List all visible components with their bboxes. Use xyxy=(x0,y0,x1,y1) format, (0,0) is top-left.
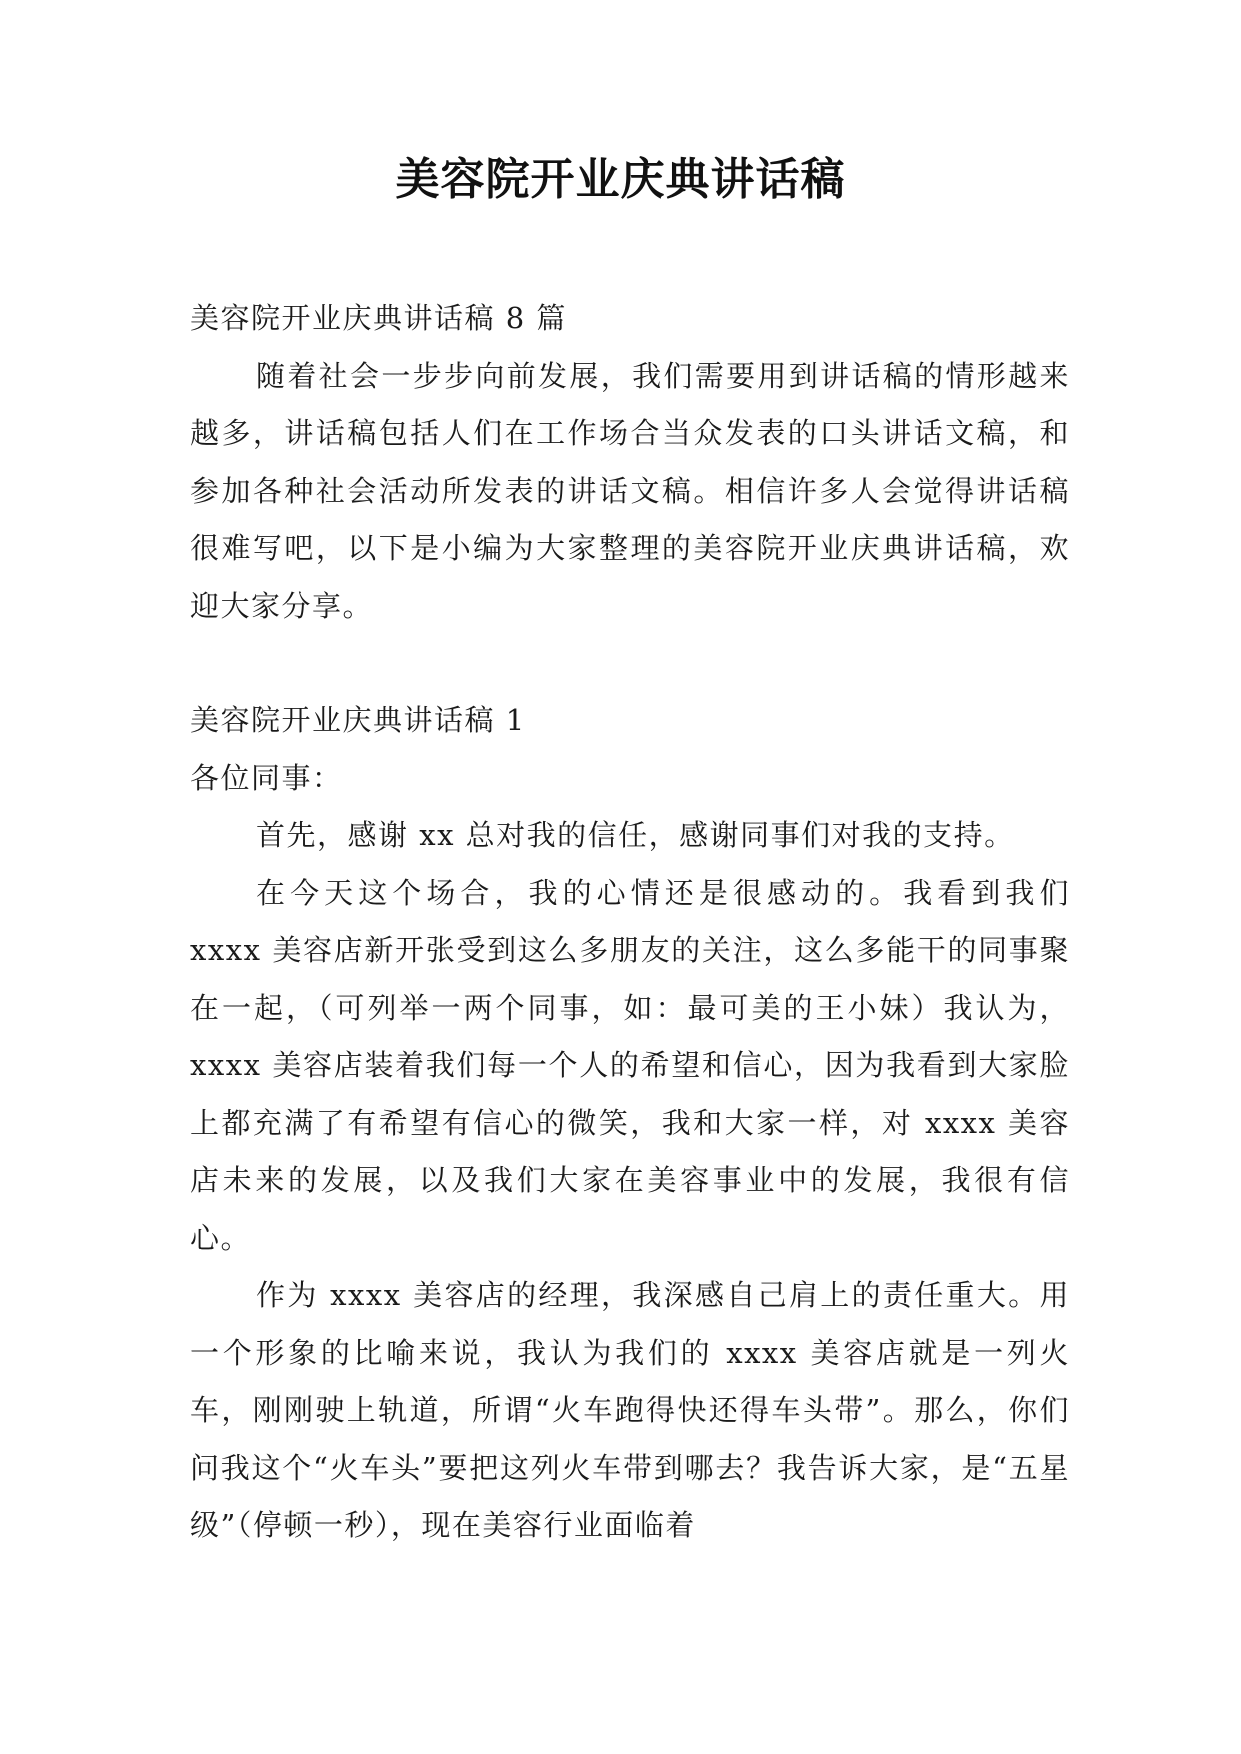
document-subtitle: 美容院开业庆典讲话稿 8 篇 xyxy=(190,301,567,335)
section-heading: 美容院开业庆典讲话稿 1 xyxy=(190,703,526,737)
intro-paragraph: 随着社会一步步向前发展，我们需要用到讲话稿的情形越来越多，讲话稿包括人们在工作场合当众发表的口头讲话文稿，和参加各种社会活动所发表的讲话文稿。相信许多人会觉得讲话稿很难写吧，以下是小编为大家整理的美容院开业庆典讲话稿，欢迎大家分享。 xyxy=(190,358,1070,623)
body-paragraph: 在今天这个场合，我的心情还是很感动的。我看到我们 xxxx 美容店新开张受到这么多朋友的关注，这么多能干的同事聚在一起，（可列举一两个同事，如：最可美的王小妹）我认为，xxxx 美容店装着我们每一个人的希望和信心，因为我看到大家脸上都充满了有希望有信心的微笑，我和大家一样，对 xxxx 美容店未来的发展，以及我们大家在美容事业中的发展，我很有信心。 xyxy=(190,875,1070,1255)
document-body xyxy=(190,290,1070,1555)
greeting: 各位同事： xyxy=(190,760,343,795)
body-paragraph: 首先，感谢 xx 总对我的信任，感谢同事们对我的支持。 xyxy=(256,818,1015,852)
body-paragraph: 作为 xxxx 美容店的经理，我深感自己肩上的责任重大。用一个形象的比喻来说，我认为我们的 xxxx 美容店就是一列火车，刚刚驶上轨道，所谓“火车跑得快还得车头带”。那么，你们问我这个“火车头”要把这列火车带到哪去？我告诉大家，是“五星级”（停顿一秒），现在美容行业面临着 xyxy=(190,1278,1070,1542)
document-title: 美容院开业庆典讲话稿 xyxy=(395,154,846,205)
